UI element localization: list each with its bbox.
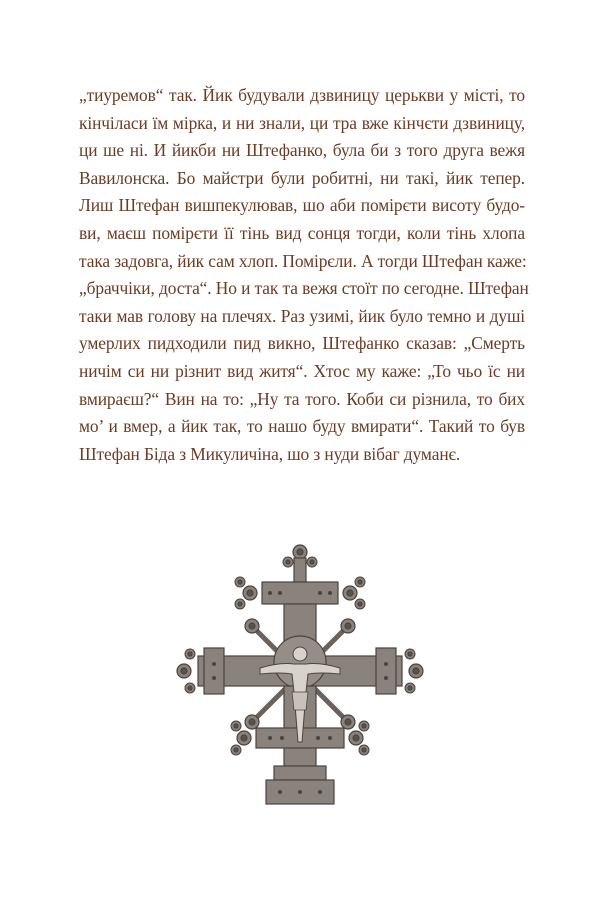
text-line: мо’ и вмер, а йик так, то нашо буду вмирати“. Такий то був bbox=[79, 416, 525, 437]
text-line: Лиш Штефан вишпекулював, шо аби помірєти висоту будо- bbox=[79, 195, 525, 216]
text-line: ци ше ні. И йикби ни Штефанко, була би з того друга вежя bbox=[79, 140, 525, 161]
text-line: ви, маєш помірєти її тінь вид сонця тогди, коли тінь хлопа bbox=[79, 222, 525, 243]
text-line: Штефан Біда з Микуличіна, шо з нуди вібаг думанє. bbox=[79, 443, 461, 464]
story-paragraph bbox=[79, 82, 529, 468]
text-line: „тиуремов“ так. Йик будували дзвиницу церькви у місті, то bbox=[79, 85, 525, 105]
text-line: Вавилонска. Бо майстри були робитні, ни такі, йик тепер. bbox=[79, 167, 525, 188]
text-line: ничім си ни різнит вид житя“. Хтос му каже: „То чьо їс ни bbox=[79, 360, 525, 381]
orthodox-cross-icon bbox=[170, 542, 430, 808]
text-line: таки мав голову на плечях. Раз узимі, йик було темно и душі bbox=[79, 305, 525, 326]
text-line: така задовга, йик сам хлоп. Помірєли. А тогди Штефан каже: bbox=[79, 250, 527, 271]
text-line: кінчіласи їм мірка, и ни знали, ци тра вже кінчєти дзвиницу, bbox=[79, 112, 525, 133]
text-line: умерлих пидходили пид викно, Штефанко сказав: „Смерть bbox=[79, 333, 525, 354]
text-line: вмираєш?“ Вин на то: „Ну та того. Коби си різнила, то бих bbox=[79, 388, 525, 409]
text-line: „браччіки, доста“. Но и так та вежя стоїт по сегодне. Штефан bbox=[79, 278, 529, 299]
